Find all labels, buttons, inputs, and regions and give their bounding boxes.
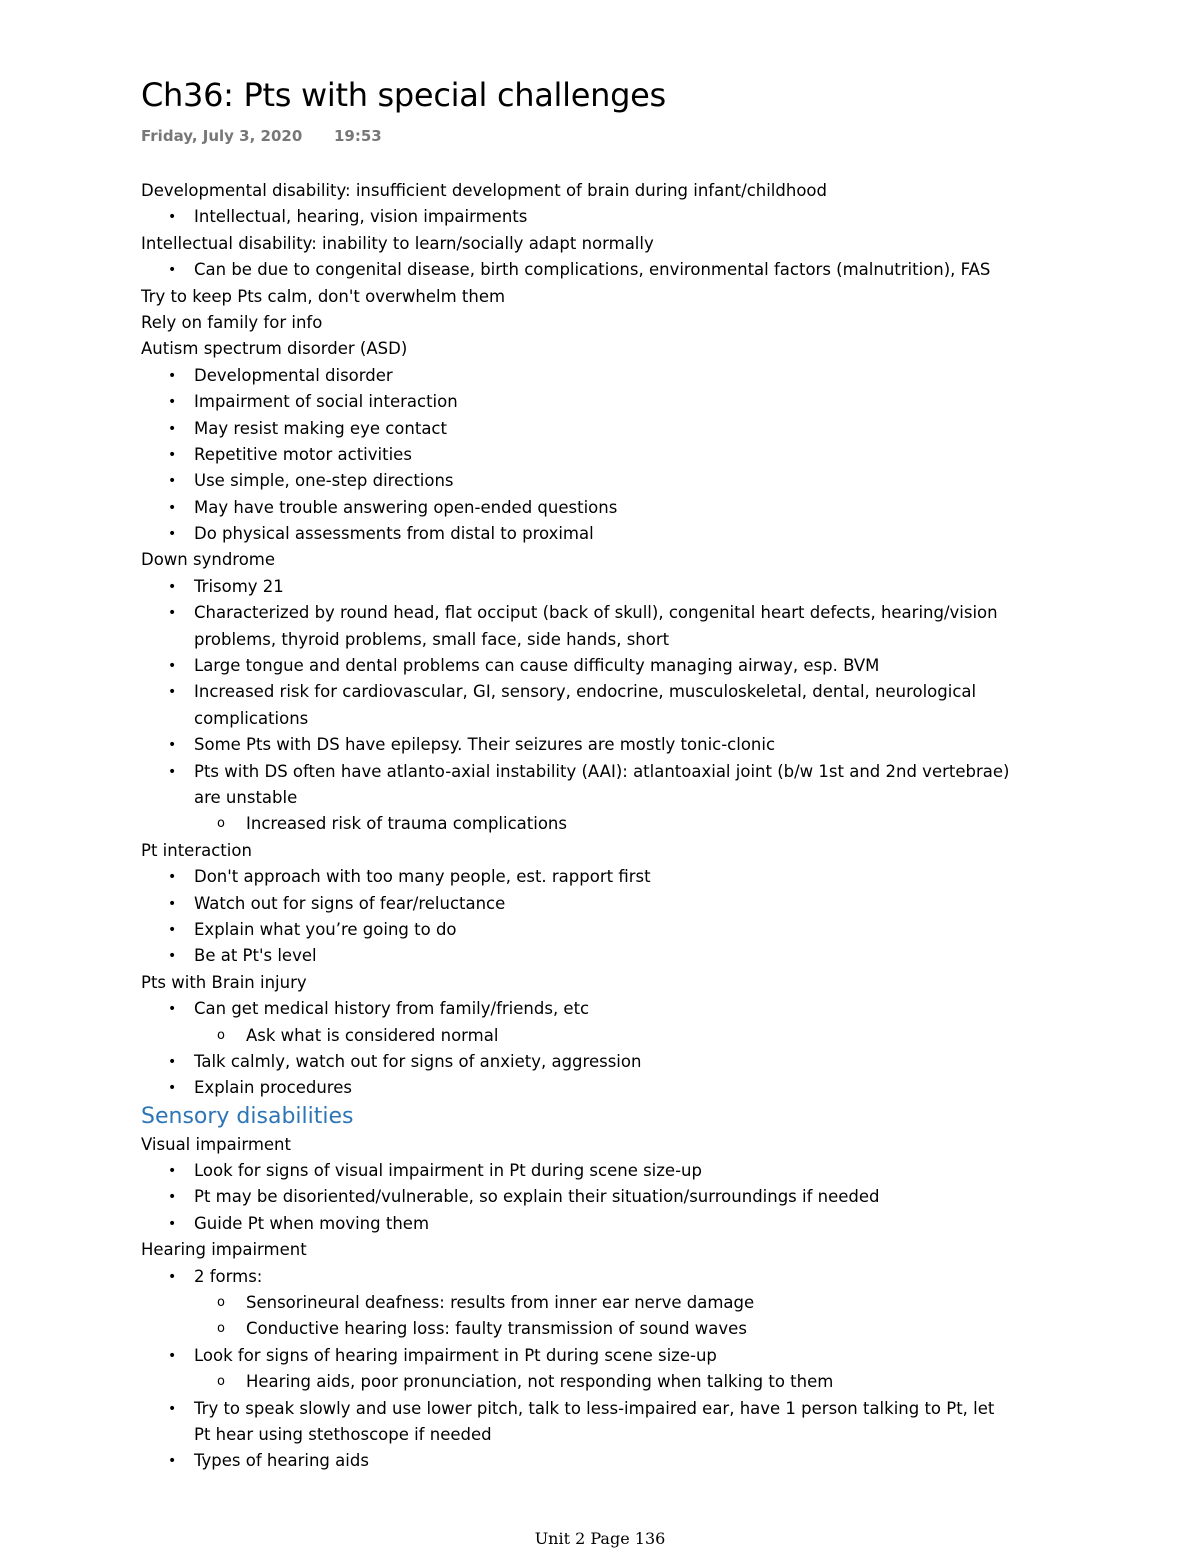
page-time: 19:53 <box>334 127 382 145</box>
bullet-icon: • <box>168 1080 177 1097</box>
list-item <box>141 1184 1101 1210</box>
list-item <box>141 574 1101 600</box>
bullet-icon: • <box>168 605 177 622</box>
bullet-icon: • <box>168 473 177 490</box>
note-text: Types of hearing aids <box>194 1451 369 1471</box>
list-item <box>141 759 1101 785</box>
note-text: Conductive hearing loss: faulty transmission of sound waves <box>246 1319 747 1339</box>
note-text: Can get medical history from family/friends, etc <box>194 999 590 1019</box>
bullet-icon: • <box>168 948 177 965</box>
note-text: Use simple, one-step directions <box>194 471 454 491</box>
note-text: Pts with Brain injury <box>141 972 307 992</box>
list-item <box>141 653 1101 679</box>
note-text: Repetitive motor activities <box>194 444 412 464</box>
bullet-icon: • <box>168 446 177 463</box>
note-text: complications <box>194 708 309 728</box>
bullet-icon: • <box>168 737 177 754</box>
list-item <box>141 811 1101 837</box>
bullet-icon: • <box>168 895 177 912</box>
list-item <box>141 1023 1101 1049</box>
page-footer: Unit 2 Page 136 <box>534 1529 666 1548</box>
note-text: May resist making eye contact <box>194 418 447 438</box>
note-text: Some Pts with DS have epilepsy. Their seizures are mostly tonic-clonic <box>194 735 776 755</box>
list-item <box>141 442 1101 468</box>
bullet-icon: • <box>168 499 177 516</box>
note-text: Talk calmly, watch out for signs of anxiety, aggression <box>194 1051 642 1071</box>
note-text: Do physical assessments from distal to proximal <box>194 524 594 544</box>
note-text: Pts with DS often have atlanto-axial instability (AAI): atlantoaxial joint (b/w 1st and 2nd vertebrae) <box>194 761 1010 781</box>
note-text: Increased risk of trauma complications <box>246 814 567 834</box>
hollow-bullet-icon: o <box>217 1321 225 1337</box>
note-text: Trisomy 21 <box>194 576 284 596</box>
bullet-icon: • <box>168 209 177 226</box>
bullet-icon: • <box>168 1053 177 1070</box>
note-text: Developmental disability: insufficient development of brain during infant/childhood <box>141 181 827 200</box>
note-text: Visual impairment <box>141 1134 291 1154</box>
bullet-icon: • <box>168 921 177 938</box>
page-date: Friday, July 3, 2020 <box>141 127 303 145</box>
note-text: Try to keep Pts calm, don't overwhelm them <box>141 286 506 306</box>
bullet-icon: • <box>168 1268 177 1285</box>
bullet-icon: • <box>168 526 177 543</box>
note-line <box>141 178 1101 204</box>
note-text: are unstable <box>194 787 298 807</box>
note-text: Pt may be disoriented/vulnerable, so explain their situation/surroundings if needed <box>194 1187 880 1207</box>
note-text: Intellectual disability: inability to learn/socially adapt normally <box>141 233 654 253</box>
note-text: Don't approach with too many people, est. rapport first <box>194 867 651 887</box>
list-item <box>141 600 1101 626</box>
list-item <box>141 891 1101 917</box>
bullet-icon: • <box>168 1189 177 1206</box>
list-item <box>141 521 1101 547</box>
note-text: 2 forms: <box>194 1266 263 1286</box>
note-line <box>141 231 1101 257</box>
note-text: May have trouble answering open-ended questions <box>194 497 618 517</box>
list-item <box>141 917 1101 943</box>
bullet-icon: • <box>168 1453 177 1470</box>
note-text: Look for signs of visual impairment in Pt during scene size-up <box>194 1161 702 1181</box>
note-text: Down syndrome <box>141 550 276 570</box>
note-text: Impairment of social interaction <box>194 392 458 412</box>
note-text: Characterized by round head, flat occiput (back of skull), congenital heart defects, hearing/vision <box>194 603 998 623</box>
list-item <box>141 943 1101 969</box>
note-line <box>141 970 1101 996</box>
note-line <box>141 336 1101 362</box>
hollow-bullet-icon: o <box>217 816 225 832</box>
list-item-continuation <box>141 706 1101 732</box>
list-item <box>141 679 1101 705</box>
bullet-icon: • <box>168 658 177 675</box>
note-text: Hearing impairment <box>141 1240 307 1260</box>
list-item <box>141 1369 1101 1395</box>
note-line <box>141 1132 1101 1158</box>
list-item <box>141 1264 1101 1290</box>
list-item <box>141 1211 1101 1237</box>
note-line <box>141 1237 1101 1263</box>
note-line <box>141 838 1101 864</box>
list-item <box>141 204 1101 230</box>
note-text: Watch out for signs of fear/reluctance <box>194 893 506 913</box>
list-item <box>141 1448 1101 1474</box>
note-text: Ask what is considered normal <box>246 1025 499 1045</box>
list-item <box>141 864 1101 890</box>
notes-body <box>141 178 1101 1475</box>
note-text: Look for signs of hearing impairment in Pt during scene size-up <box>194 1345 717 1365</box>
hollow-bullet-icon: o <box>217 1027 225 1043</box>
note-text: Sensorineural deafness: results from inner ear nerve damage <box>246 1293 755 1313</box>
note-text: Be at Pt's level <box>194 946 317 966</box>
list-item <box>141 389 1101 415</box>
list-item-continuation <box>141 627 1101 653</box>
list-item <box>141 468 1101 494</box>
list-item <box>141 363 1101 389</box>
list-item <box>141 1316 1101 1342</box>
bullet-icon: • <box>168 394 177 411</box>
note-text: Try to speak slowly and use lower pitch, talk to less-impaired ear, have 1 person talking to Pt, let <box>194 1398 995 1418</box>
list-item <box>141 1075 1101 1101</box>
note-text: Pt hear using stethoscope if needed <box>194 1424 492 1444</box>
note-text: Hearing aids, poor pronunciation, not responding when talking to them <box>246 1372 834 1392</box>
list-item <box>141 996 1101 1022</box>
note-text: Explain what you’re going to do <box>194 919 457 939</box>
bullet-icon: • <box>168 367 177 384</box>
hollow-bullet-icon: o <box>217 1374 225 1390</box>
list-item-continuation <box>141 785 1101 811</box>
bullet-icon: • <box>168 1347 177 1364</box>
note-line <box>141 547 1101 573</box>
list-item <box>141 257 1101 283</box>
bullet-icon: • <box>168 763 177 780</box>
bullet-icon: • <box>168 262 177 279</box>
bullet-icon: • <box>168 578 177 595</box>
note-text: problems, thyroid problems, small face, side hands, short <box>194 629 670 649</box>
bullet-icon: • <box>168 869 177 886</box>
list-item <box>141 1158 1101 1184</box>
list-item <box>141 1290 1101 1316</box>
bullet-icon: • <box>168 1400 177 1417</box>
note-text: Guide Pt when moving them <box>194 1213 430 1233</box>
list-item <box>141 1343 1101 1369</box>
list-item-continuation <box>141 1422 1101 1448</box>
note-text: Pt interaction <box>141 840 252 860</box>
note-text: Rely on family for info <box>141 312 323 332</box>
list-item <box>141 416 1101 442</box>
note-text: Sensory disabilities <box>141 1103 354 1129</box>
section-heading <box>141 1102 1101 1132</box>
note-text: Large tongue and dental problems can cause difficulty managing airway, esp. BVM <box>194 656 880 676</box>
note-text: Explain procedures <box>194 1078 352 1098</box>
list-item <box>141 1049 1101 1075</box>
bullet-icon: • <box>168 684 177 701</box>
list-item <box>141 495 1101 521</box>
hollow-bullet-icon: o <box>217 1295 225 1311</box>
bullet-icon: • <box>168 1215 177 1232</box>
page-title: Ch36: Pts with special challenges <box>141 76 666 114</box>
list-item <box>141 1396 1101 1422</box>
bullet-icon: • <box>168 1163 177 1180</box>
note-text: Increased risk for cardiovascular, GI, sensory, endocrine, musculoskeletal, dental, neurological <box>194 682 977 702</box>
note-line <box>141 310 1101 336</box>
note-line <box>141 284 1101 310</box>
note-text: Intellectual, hearing, vision impairments <box>194 207 528 227</box>
bullet-icon: • <box>168 420 177 437</box>
list-item <box>141 732 1101 758</box>
note-text: Developmental disorder <box>194 365 393 385</box>
bullet-icon: • <box>168 1001 177 1018</box>
note-text: Can be due to congenital disease, birth complications, environmental factors (malnutrition), FAS <box>194 260 991 280</box>
note-text: Autism spectrum disorder (ASD) <box>141 339 408 359</box>
